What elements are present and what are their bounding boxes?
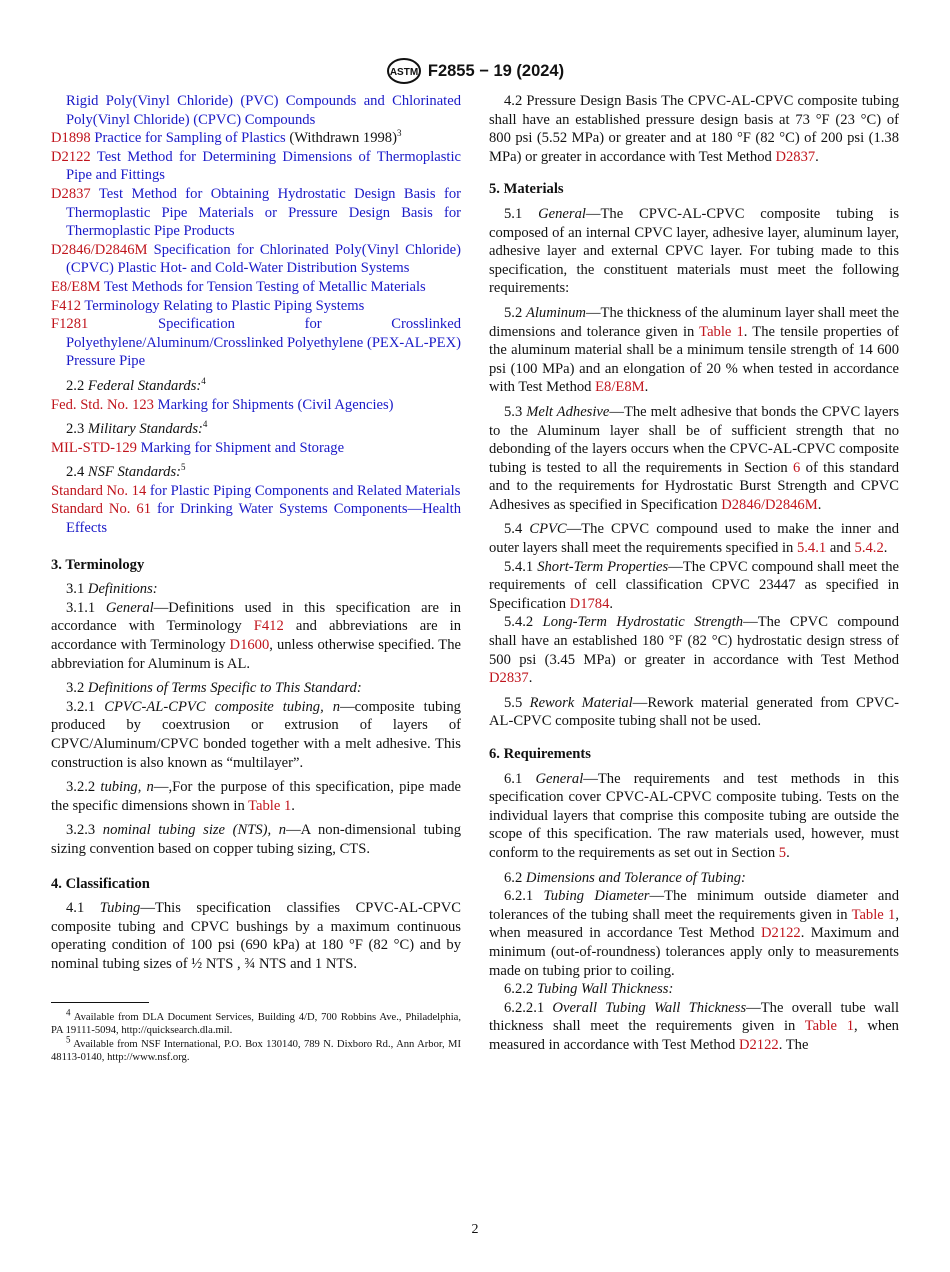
link-table-1[interactable]: Table 1 (248, 797, 292, 814)
link-d2837[interactable]: D2837 (775, 148, 816, 165)
heading-classification: 4. Classification (51, 875, 150, 892)
section-2-2: 2.2 Federal Standards:$^4$ (66, 376, 206, 394)
para-3-2: 3.2 Definitions of Terms Specific to This Standard: (66, 680, 362, 697)
para-4-2: 4.2 Pressure Design Basis The CPVC-AL-CPVC composite tubing shall have an established pressure design basis at 73 °F (23 °C) of 800 psi (5.52 MPa) or greater and at 180 °F (82 °C) of 200 psi (1.38 MPa) or greater in accordance with Test Method D2837. (489, 93, 899, 165)
reference-f412[interactable]: F412 Terminology Relating to Plastic Piping Systems (51, 297, 365, 314)
para-3-1-1: 3.1.1 General—Definitions used in this specification are in accordance with Terminology F412 and abbreviations are in accordance with Terminology D1600, unless otherwise specified. The abbreviation for Aluminum is AL. (51, 599, 462, 672)
para-3-2-1: 3.2.1 CPVC-AL-CPVC composite tubing, n—composite tubing produced by coextrusion or extrusion of layers of CPVC/Aluminum/CPVC bonded together with a melt adhesive. This construction is also known as “multilayer”. (51, 698, 461, 771)
designation: F2855 − 19 (2024) (427, 61, 565, 80)
para-5-2: 5.2 Aluminum—The thickness of the aluminum layer shall meet the dimensions and tolerance given in Table 1. The tensile properties of the aluminum material shall be a minimum tensile strength of 14 600 psi (100 MPa) and an elongation of 20 % when tested in accordance with Test Method E8/E8M. (489, 304, 899, 396)
para-5-3: 5.3 Melt Adhesive—The melt adhesive that bonds the CPVC layers to the Aluminum layer shall be of sufficient strength that no debonding of the layers occurs when the CPVC-AL-CPVC composite tubing is tested to all the requirements in Section 6 of this standard and to the requirements for Hydrostatic Burst Strength and CPVC Adhesives as specified in Specification D2846/D2846M. (489, 403, 899, 513)
page-number: 2 (471, 1222, 479, 1237)
para-5-5: 5.5 Rework Material—Rework material generated from CPVC-AL-CPVC composite tubing shall not be used. (489, 694, 899, 730)
para-6-2-2: 6.2.2 Tubing Wall Thickness: (504, 981, 674, 998)
link-section-6[interactable]: 6 (793, 459, 801, 476)
link-d2846[interactable]: D2846/D2846M (721, 496, 818, 513)
link-d2122[interactable]: D2122 (738, 1036, 779, 1053)
para-6-2: 6.2 Dimensions and Tolerance of Tubing: (504, 869, 746, 886)
reference-d2122[interactable]: D2122 Test Method for Determining Dimensions of Thermoplastic Pipe and Fittings (51, 148, 461, 184)
link-d2837[interactable]: D2837 (489, 670, 529, 687)
para-4-1: 4.1 Tubing—This specification classifies CPVC-AL-CPVC composite tubing and CPVC bushings by a maximum continuous operating condition of 100 psi (690 kPa) at 180 °F (82 °C) and by nominal tubing sizes of ½ NTS , ¾ NTS and 1 NTS. (51, 900, 461, 972)
para-5-1: 5.1 General—The CPVC-AL-CPVC composite tubing is composed of an internal CPVC layer, adhesive layer, aluminum layer, adhesive layer and external CPVC layer. For tubing made to this specification, the constituent materials must meet the following requirements: (489, 205, 899, 297)
para-5-4: 5.4 CPVC—The CPVC compound used to make the inner and outer layers shall meet the requirements specified in 5.4.1 and 5.4.2. (489, 521, 899, 557)
link-f412[interactable]: F412 (253, 618, 284, 635)
reference-continuation[interactable]: Rigid Poly(Vinyl Chloride) (PVC) Compounds and Chlorinated Poly(Vinyl Chloride) (CPVC) Compounds (66, 93, 461, 128)
para-6-1: 6.1 General—The requirements and test methods in this specification cover CPVC-AL-CPVC composite tubing. Tests on the individual layers that comprise this composite tubing are outside the scope of this specification. The raw materials used, however, must conform to the requirements as set out in Section 5. (489, 770, 899, 861)
link-table-1[interactable]: Table 1 (699, 323, 744, 340)
link-d1600[interactable]: D1600 (229, 637, 270, 654)
link-table-1[interactable]: Table 1 (804, 1018, 854, 1035)
heading-requirements: 6. Requirements (489, 746, 591, 762)
section-2-4: 2.4 NSF Standards:$^5$ (66, 462, 186, 481)
astm-logo-icon (386, 57, 422, 85)
reference-d2837[interactable]: D2837 Test Method for Obtaining Hydrostatic Design Basis for Thermoplastic Pipe Materials or Pressure Design Basis for Thermoplastic Pipe Products (51, 185, 461, 240)
reference-d1898[interactable]: D1898 Practice for Sampling of Plastics (Withdrawn 1998)$^3$ (51, 128, 402, 147)
link-table-1[interactable]: Table 1 (851, 906, 896, 923)
reference-e8[interactable]: E8/E8M Test Methods for Tension Testing of Metallic Materials (51, 278, 426, 295)
page-header (0, 57, 950, 85)
heading-materials: 5. Materials (489, 181, 564, 198)
heading-terminology: 3. Terminology (51, 556, 145, 573)
para-5-4-2: 5.4.2 Long-Term Hydrostatic Strength—The CPVC compound shall have an established 180 °F (82 °C) hydrostatic design stress of 500 psi (3.45 MPa) or greater in accordance with Test Method D2837. (489, 614, 899, 687)
para-3-2-2: 3.2.2 tubing, n—,For the purpose of this specification, pipe made the specific dimensions shown in Table 1. (51, 779, 462, 814)
footnote-4: $^4$ Available from DLA Document Services, Building 4/D, 700 Robbins Ave., Philadelphia, PA 19111-5094, http://quicksearch.dla.mil. (51, 1007, 461, 1037)
reference-fed-std[interactable]: Fed. Std. No. 123 Marking for Shipments (Civil Agencies) (51, 396, 394, 413)
link-5-4-1[interactable]: 5.4.1 (796, 540, 827, 557)
link-section-5[interactable]: 5 (778, 844, 787, 861)
left-column (51, 92, 461, 1065)
para-5-4-1: 5.4.1 Short-Term Properties—The CPVC compound shall meet the requirements of cell classification CPVC 23447 as specified in Specification D1784. (489, 558, 899, 612)
para-6-2-1: 6.2.1 Tubing Diameter—The minimum outside diameter and tolerances of the tubing shall meet the requirements given in Table 1, when measured in accordance Test Method D2122. Maximum and minimum (out-of-roundness) tolerances apply only to measurements made on tubing prior to coiling. (489, 888, 899, 979)
link-d2122[interactable]: D2122 (760, 925, 801, 942)
reference-nsf-14[interactable]: Standard No. 14 for Plastic Piping Components and Related Materials (51, 482, 461, 499)
para-3-2-3: 3.2.3 nominal tubing size (NTS), n—A non-dimensional tubing sizing convention based on copper tubing sizing, CTS. (51, 822, 461, 857)
section-2-3: 2.3 Military Standards:$^4$ (66, 419, 208, 438)
reference-d2846[interactable]: D2846/D2846M Specification for Chlorinated Poly(Vinyl Chloride) (CPVC) Plastic Hot- and Cold-Water Distribution Systems (51, 241, 461, 277)
link-5-4-2[interactable]: 5.4.2 (854, 540, 884, 557)
para-6-2-2-1: 6.2.2.1 Overall Tubing Wall Thickness—The overall tube wall thickness shall meet the requirements given in Table 1, when measured in accordance with Test Method D2122. The (489, 999, 899, 1053)
reference-nsf-61[interactable]: Standard No. 61 for Drinking Water Systems Components—Health Effects (51, 501, 461, 537)
footnote-rule (51, 1002, 149, 1003)
right-column (489, 92, 899, 1055)
svg-text:ASTM: ASTM (389, 67, 419, 78)
link-d1784[interactable]: D1784 (569, 595, 610, 612)
para-3-1: 3.1 Definitions: (66, 581, 158, 598)
reference-f1281[interactable]: F1281 Specification for Crosslinked Polyethylene/Aluminum/Crosslinked Polyethylene (PEX-AL-PEX) Pressure Pipe (51, 316, 461, 370)
link-e8[interactable]: E8/E8M (595, 379, 645, 396)
footnote-5: $^5$ Available from NSF International, P.O. Box 130140, 789 N. Dixboro Rd., Ann Arbor, MI 48113-0140, http://www.nsf.org. (51, 1034, 461, 1064)
reference-mil-std[interactable]: MIL-STD-129 Marking for Shipment and Storage (51, 439, 345, 456)
